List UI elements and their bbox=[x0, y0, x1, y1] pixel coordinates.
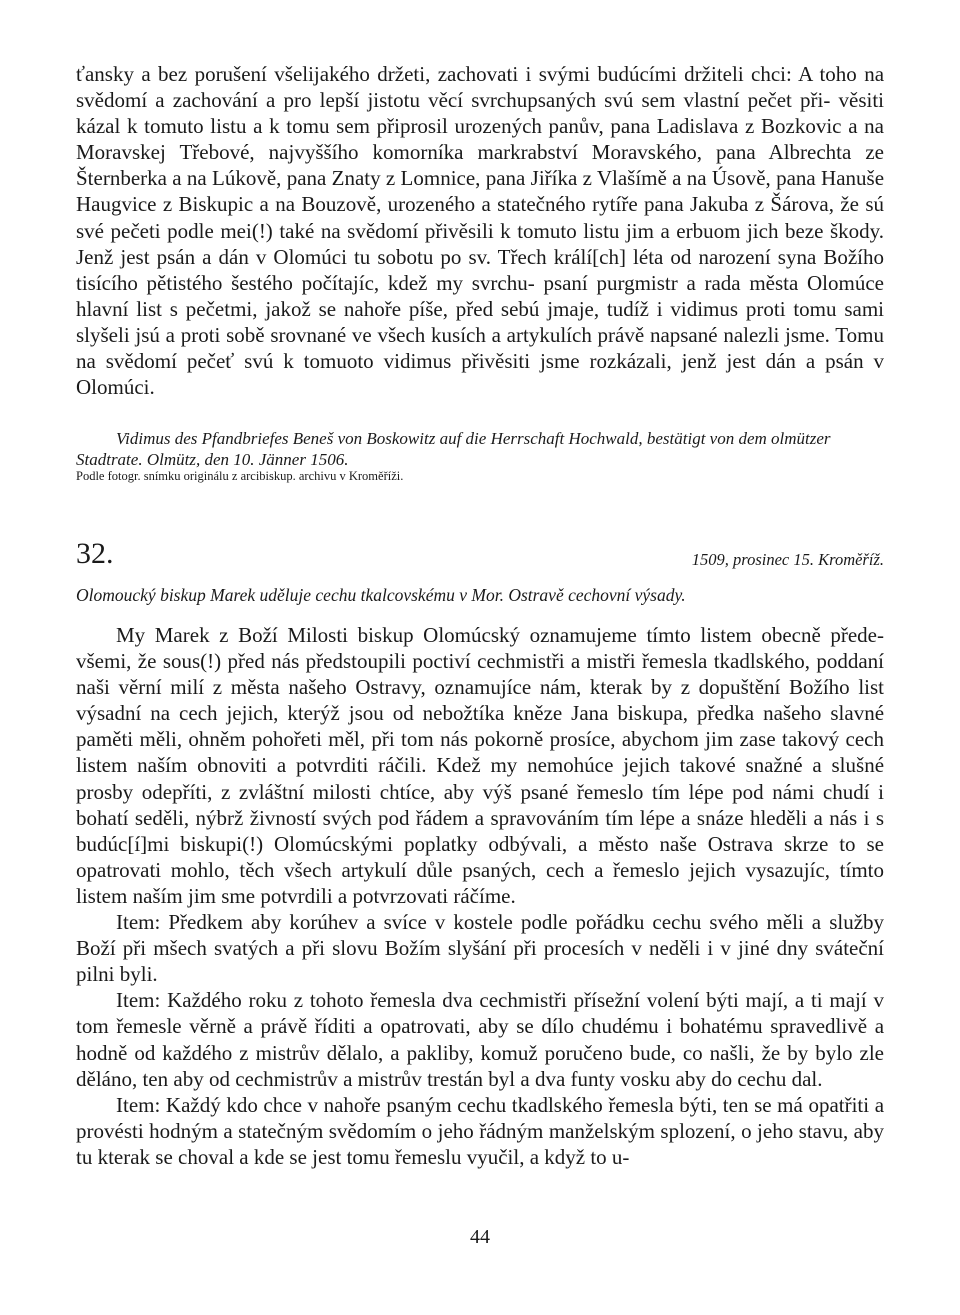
text-line: a město naše Ostrava skrze to se opatrovati mohlo, těch všech artykulí důle psaných, bbox=[76, 831, 885, 882]
text-line: vidimus přivěsiti jsme rozkázali, jenž jest dán a psán v Olomúci. bbox=[76, 349, 884, 400]
document-summary bbox=[76, 584, 884, 606]
document-summary-text: Olomoucký biskup Marek uděluje cechu tkalcovskému v Mor. Ostravě cechovní výsady. bbox=[76, 585, 686, 605]
text-line: našeho slavné paměti měli, ohněm pohořeti měl, při tom nás pokorně prosíce, abychom bbox=[76, 701, 885, 752]
text-line: ťansky a bez porušení všelijakého držeti, zachovati i svými budúcími držiteli chci: A toho bbox=[76, 62, 857, 86]
text-line: Vidimus des Pfandbriefes Beneš von Boskowitz auf die Herrschaft Hochwald, bestätigt von bbox=[116, 429, 735, 448]
text-line: sebú jmaje, tudíž i vidimus proti tomu sami slyšeli jsú a proti sobě srovnané ve všech bbox=[76, 296, 884, 347]
text-line: vosku aby do cechu dal. bbox=[620, 1066, 823, 1091]
text-line: králí[ch] léta od narození syna Božího tisícího pětistého šestého počítajíc, kdež my svrchu- bbox=[76, 244, 885, 295]
text-line: Jakuba z Šárova, že sú své pečeti podle mei(!) také na svědomí přivěsili k tomuto listu bbox=[76, 192, 885, 243]
text-line: jim a erbuom jich beze škody. Jenž jest psán a dán v Olomúci tu sobotu po sv. Třech bbox=[76, 218, 885, 269]
text-line: My Marek z Boží Milosti biskup Olomúcský oznamujeme tímto listem obecně přede- bbox=[116, 623, 884, 647]
continued-text bbox=[76, 61, 884, 400]
text-line: Item: Každého roku z tohoto řemesla dva cechmistři přísežní volení býti mají, a ti bbox=[116, 988, 823, 1013]
paragraph bbox=[76, 987, 884, 1091]
text-line: psaní purgmistr a rada města Olomúce hlavní list s pečetmi, jakož se nahoře píše, před bbox=[76, 270, 884, 321]
text-line: tím lépe a snáze hleděli a nás i s budúc[í]mi biskupi(!) Olomúcskými poplatky odbývali, bbox=[76, 805, 885, 856]
text-line: pana Hanuše Haugvice z Biskupic a na Bouzově, urozeného a statečného rytíře pana bbox=[76, 166, 885, 217]
text-line: opatřiti a provésti hodným a statečným svědomím o jeho řádným manželským splození, bbox=[76, 1092, 885, 1143]
text-line: poddaní naši věrní milí z města našeho Ostravy, oznamujíce nám, kterak by z dopuštění bbox=[76, 649, 884, 700]
text-line: Item: Každý kdo chce v nahoře psaným cechu tkadlského řemesla býti, ten se má bbox=[116, 1092, 803, 1117]
text-line: služby Boží při mšech svatých a při slovu Božím slyšání při procesích v neděli i v jiné bbox=[76, 910, 885, 961]
text-line: spravedlivě a hodně od každého z mistrův dělalo, a pakliby, komuž poručeno bude, co bbox=[76, 1014, 885, 1065]
text-line: věsiti kázal k tomuto listu a k tomu sem připrosil urozených panův, pana Ladislava z Bozkovic bbox=[76, 88, 885, 139]
text-line: mají v tom řemesle věrně a právě říditi a opatrovati, aby se dílo chudému i bohatému bbox=[76, 988, 884, 1039]
text-line: ze Šternberka a na Lúkově, pana Znaty z Lomnice, pana Jiříka z Vlašímě a na Úsově, bbox=[76, 140, 884, 191]
text-line: dem olmützer Stadtrate. Olmütz, den 10. Jänner 1506. bbox=[76, 429, 831, 469]
text-line: Item: Předkem aby korúhev a svíce v kostele podle pořádku cechu svého měli a bbox=[116, 910, 822, 935]
text-line: takové snažné a slušné prosby odepříti, z zvláštní milosti chtíce, aby výš psané řemeslo bbox=[76, 753, 885, 804]
text-line: tím lépe pod námi chudí i bohatí seděli, nýbrž živností svých pod řádem a spravováním bbox=[76, 779, 884, 830]
text-line: dny sváteční pilni byli. bbox=[76, 936, 884, 987]
page-number: 44 bbox=[470, 1226, 490, 1248]
text-line: všemi, že sous(!) před nás předstoupili poctiví cechmistři a mistři řemesla tkadlského, bbox=[76, 649, 810, 674]
paragraph bbox=[76, 61, 884, 400]
document-body bbox=[76, 622, 884, 1170]
text-line: jim zase takový cech listem naším obnoviti a potvrditi ráčili. Kdež my nemohúce jejich bbox=[76, 727, 884, 778]
text-line: o jeho stavu, aby tu kterak se choval a kde se jest tomu řemeslu vyučil, a když to u- bbox=[76, 1118, 885, 1169]
text-line: Božího list výsadní na cech jejich, kterýž jsou od nebožtíka kněze Jana biskupa, předka bbox=[76, 675, 885, 726]
paragraph bbox=[76, 622, 884, 909]
document-heading bbox=[76, 536, 884, 576]
document-number: 32. bbox=[76, 537, 114, 570]
text-line: a na Moravskej Třebové, najvyššího komorníka markrabství Moravského, pana Albrechta bbox=[76, 114, 884, 165]
text-line: na svědomí a zachování a pro lepší jistotu věcí svrchupsaných svú sem vlastní pečet při- bbox=[76, 62, 885, 113]
source-note-text: Podle fotogr. snímku originálu z arcibiskup. archivu v Kroměříži. bbox=[76, 469, 404, 483]
source-note bbox=[76, 468, 884, 484]
document-date: 1509, prosinec 15. Kroměříž. bbox=[691, 550, 884, 569]
text-line: cech a řemeslo jejich vysazujíc, tímto listem naším jim sme potvrdili a potvrzovati ráčíme. bbox=[76, 857, 885, 908]
paragraph bbox=[76, 429, 884, 470]
text-line: našli, že by bylo zle děláno, ten aby od cechmistrův a mistrův trestán byl a dva funty bbox=[76, 1040, 884, 1091]
text-line: kusích a artykulích právě napsané nalezli jsme. Tomu na svědomí pečeť svú k tomuoto bbox=[76, 322, 884, 374]
paragraph bbox=[76, 909, 884, 987]
paragraph bbox=[76, 1092, 884, 1170]
